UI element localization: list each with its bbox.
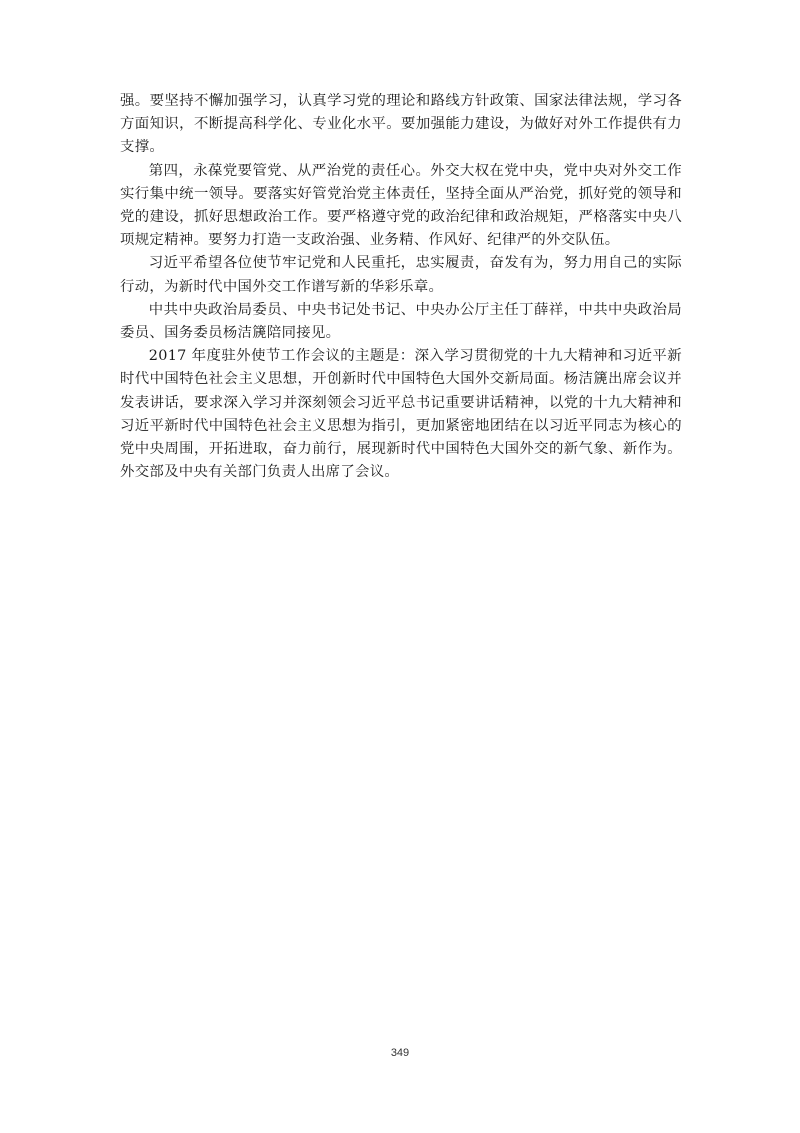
paragraph-attendees: 中共中央政治局委员、中央书记处书记、中央办公厅主任丁薛祥，中共中央政治局委员、国务委员杨洁篪陪同接见。 [120, 301, 682, 342]
paragraph-hope: 习近平希望各位使节牢记党和人民重托，忠实履责，奋发有为，努力用自己的实际行动，为新时代中国外交工作谱写新的华彩乐章。 [120, 255, 682, 295]
document-body [120, 90, 682, 484]
paragraph-conference-theme: 2017 年度驻外使节工作会议的主题是：深入学习贯彻党的十九大精神和习近平新时代中国特色社会主义思想，开创新时代中国特色大国外交新局面。杨洁篪出席会议并发表讲话，要求深入学习并深刻领会习近平总书记重要讲话精神，以党的十九大精神和习近平新时代中国特色社会主义思想为指引，更加紧密地团结在以习近平同志为核心的党中央周围，开拓进取，奋力前行，展现新时代中国特色大国外交的新气象、新作为。外交部及中央有关部门负责人出席了会议。 [120, 348, 682, 481]
paragraph-continuation: 强。要坚持不懈加强学习，认真学习党的理论和路线方针政策、国家法律法规，学习各方面知识，不断提高科学化、专业化水平。要加强能力建设，为做好对外工作提供有力支撑。 [120, 93, 682, 156]
page-number: 349 [390, 1047, 410, 1059]
paragraph-fourth-point: 第四，永葆党要管党、从严治党的责任心。外交大权在党中央，党中央对外交工作实行集中统一领导。要落实好管党治党主体责任，坚持全面从严治党，抓好党的领导和党的建设，抓好思想政治工作。要严格遵守党的政治纪律和政治规矩，严格落实中央八项规定精神。要努力打造一支政治强、业务精、作风好、纪律严的外交队伍。 [120, 162, 682, 249]
